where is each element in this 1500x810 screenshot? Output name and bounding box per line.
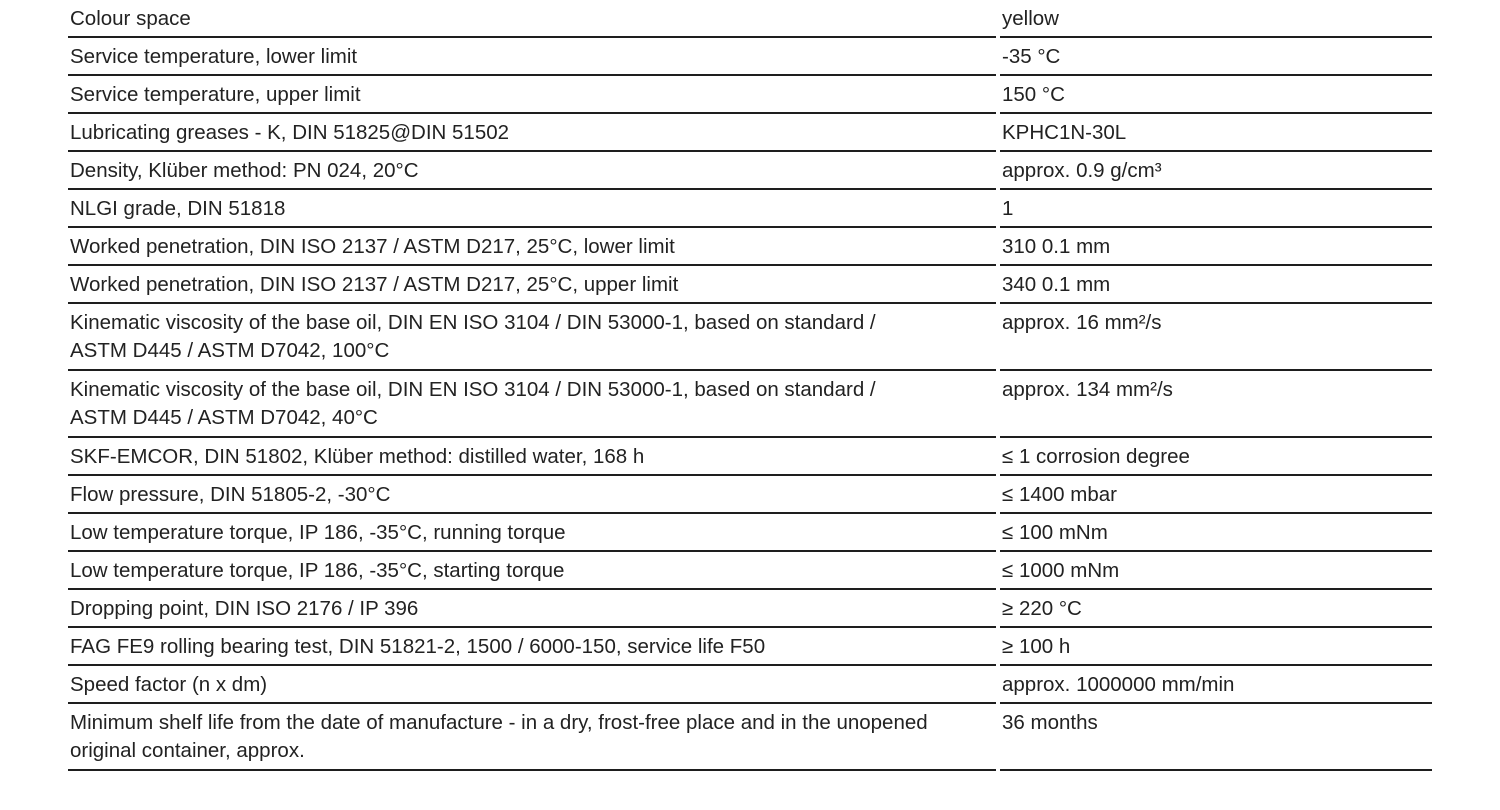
value-cell (1000, 666, 1432, 704)
table-row (68, 438, 1432, 476)
property-text: Service temperature, upper limit (70, 83, 361, 106)
value-text: 1 (1002, 197, 1014, 220)
value-text: ≥ 220 °C (1002, 597, 1082, 620)
table-row (68, 552, 1432, 590)
value-text: KPHC1N-30L (1002, 121, 1127, 144)
table-row (68, 514, 1432, 552)
property-cell (68, 666, 996, 704)
value-cell (1000, 304, 1432, 371)
property-text: Speed factor (n x dm) (70, 673, 268, 696)
table-row (68, 666, 1432, 704)
table-row (68, 228, 1432, 266)
value-text: 150 °C (1002, 83, 1065, 106)
property-cell (68, 590, 996, 628)
table-row (68, 152, 1432, 190)
value-cell (1000, 476, 1432, 514)
value-text: approx. 16 mm²/s (1002, 311, 1162, 334)
property-cell (68, 38, 996, 76)
property-text: Kinematic viscosity of the base oil, DIN EN ISO 3104 / DIN 53000-1, based on standard / (70, 378, 876, 401)
value-cell (1000, 228, 1432, 266)
table-row (68, 76, 1432, 114)
property-cell (68, 190, 996, 228)
value-text: approx. 0.9 g/cm³ (1002, 159, 1162, 182)
value-cell (1000, 152, 1432, 190)
property-cell (68, 628, 996, 666)
value-text: ≥ 100 h (1002, 635, 1071, 658)
property-text: Low temperature torque, IP 186, -35°C, starting torque (70, 559, 565, 582)
value-text: approx. 134 mm²/s (1002, 378, 1173, 401)
value-text: ≤ 1000 mNm (1002, 559, 1120, 582)
table-row (68, 266, 1432, 304)
table-row (68, 304, 1432, 371)
table-row (68, 114, 1432, 152)
table-row (68, 0, 1432, 38)
table-row (68, 628, 1432, 666)
value-cell (1000, 704, 1432, 771)
value-cell (1000, 0, 1432, 38)
value-text: ≤ 1 corrosion degree (1002, 445, 1190, 468)
table-row (68, 190, 1432, 228)
property-text: Colour space (70, 7, 191, 30)
property-text: Minimum shelf life from the date of manufacture - in a dry, frost-free place and in the unopened (70, 711, 928, 734)
value-text: -35 °C (1002, 45, 1061, 68)
value-cell (1000, 552, 1432, 590)
value-cell (1000, 628, 1432, 666)
value-cell (1000, 371, 1432, 438)
property-text: Service temperature, lower limit (70, 45, 358, 68)
value-cell (1000, 190, 1432, 228)
value-cell (1000, 266, 1432, 304)
value-text: ≤ 100 mNm (1002, 521, 1108, 544)
property-cell (68, 304, 996, 371)
property-text: Density, Klüber method: PN 024, 20°C (70, 159, 419, 182)
value-text: 310 0.1 mm (1002, 235, 1111, 258)
property-cell (68, 704, 996, 771)
value-cell (1000, 114, 1432, 152)
property-cell (68, 552, 996, 590)
property-text: Lubricating greases - K, DIN 51825@DIN 51502 (70, 121, 510, 144)
value-cell (1000, 438, 1432, 476)
value-cell (1000, 76, 1432, 114)
value-cell (1000, 38, 1432, 76)
property-cell (68, 438, 996, 476)
property-cell (68, 0, 996, 38)
value-text: ≤ 1400 mbar (1002, 483, 1117, 506)
property-text: FAG FE9 rolling bearing test, DIN 51821-2, 1500 / 6000-150, service life F50 (70, 635, 766, 658)
property-cell (68, 371, 996, 438)
value-text: approx. 1000000 mm/min (1002, 673, 1235, 696)
table-row (68, 371, 1432, 438)
table-row (68, 476, 1432, 514)
property-cell (68, 228, 996, 266)
property-text: Worked penetration, DIN ISO 2137 / ASTM D217, 25°C, upper limit (70, 273, 679, 296)
table-row (68, 590, 1432, 628)
property-cell (68, 152, 996, 190)
property-text: Kinematic viscosity of the base oil, DIN EN ISO 3104 / DIN 53000-1, based on standard / (70, 311, 876, 334)
value-cell (1000, 590, 1432, 628)
property-cell (68, 114, 996, 152)
specification-table (68, 0, 1432, 771)
value-cell (1000, 514, 1432, 552)
value-text: 340 0.1 mm (1002, 273, 1111, 296)
value-text: yellow (1002, 7, 1059, 30)
property-cell (68, 476, 996, 514)
property-text: original container, approx. (70, 739, 305, 762)
value-text: 36 months (1002, 711, 1098, 734)
table-row (68, 38, 1432, 76)
table-row (68, 704, 1432, 771)
property-text: Worked penetration, DIN ISO 2137 / ASTM D217, 25°C, lower limit (70, 235, 675, 258)
property-text: Flow pressure, DIN 51805-2, -30°C (70, 483, 391, 506)
property-text: Low temperature torque, IP 186, -35°C, running torque (70, 521, 566, 544)
property-cell (68, 76, 996, 114)
property-text: ASTM D445 / ASTM D7042, 40°C (70, 406, 378, 429)
property-text: Dropping point, DIN ISO 2176 / IP 396 (70, 597, 419, 620)
property-cell (68, 514, 996, 552)
property-text: SKF-EMCOR, DIN 51802, Klüber method: distilled water, 168 h (70, 445, 645, 468)
property-text: ASTM D445 / ASTM D7042, 100°C (70, 339, 390, 362)
property-cell (68, 266, 996, 304)
property-text: NLGI grade, DIN 51818 (70, 197, 286, 220)
